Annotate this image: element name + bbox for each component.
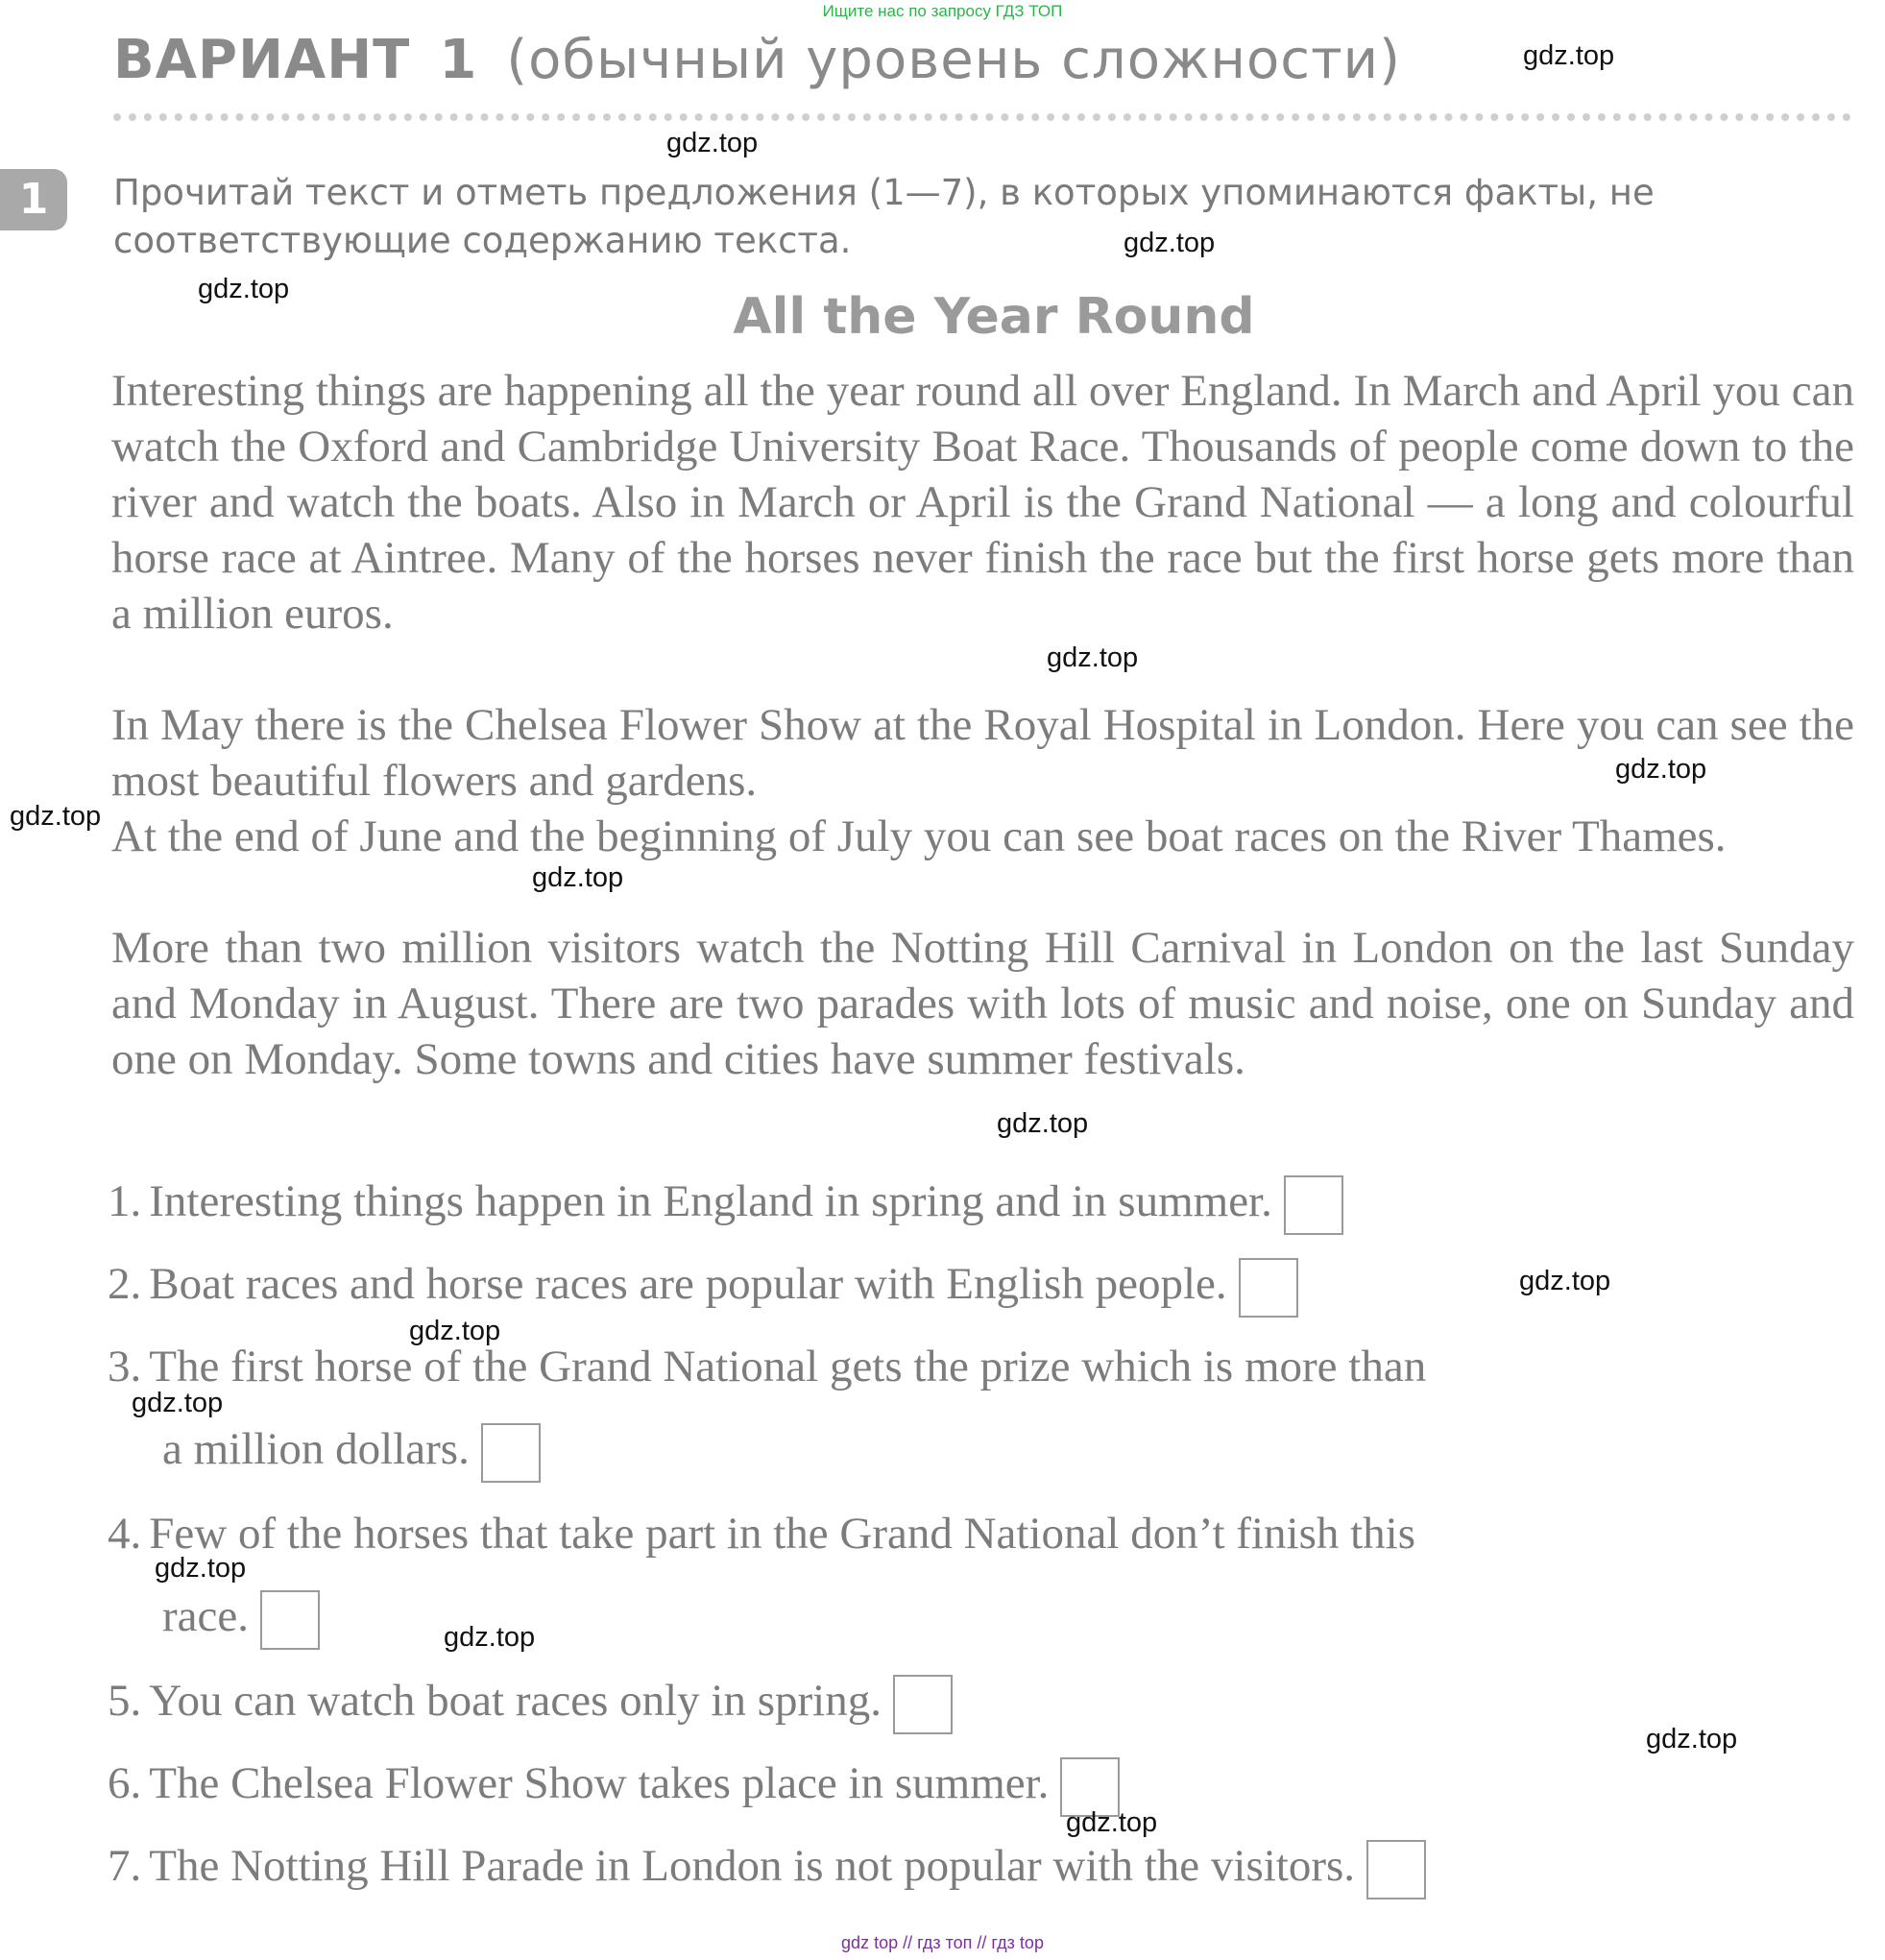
statement-number: 5. (108, 1676, 142, 1726)
statement-text: The Chelsea Flower Show takes place in summer. (149, 1758, 1050, 1808)
statement-text: The first horse of the Grand National gets the prize which is more than (149, 1342, 1427, 1391)
page-title (113, 29, 1401, 91)
variant-number: 1 (439, 29, 478, 91)
statement-number: 3. (108, 1342, 142, 1391)
statement-number: 4. (108, 1509, 142, 1559)
answer-checkbox[interactable] (1284, 1175, 1343, 1235)
difficulty-level: (обычный уровень сложности) (506, 29, 1401, 91)
watermark: gdz.top (444, 1622, 536, 1653)
dotted-divider (113, 113, 1851, 121)
watermark: gdz.top (666, 128, 759, 158)
watermark: gdz.top (1519, 1266, 1611, 1296)
statement-3 (108, 1325, 1850, 1490)
story-paragraph: More than two million visitors watch the Notting Hill Carnival in London on the last Sunday and Monday in August. There are two parades with lots of music and noise, one on Sunday and one on Monday. Some towns and cities have summer festivals. (111, 923, 1854, 1084)
watermark: gdz.top (1523, 40, 1615, 71)
answer-checkbox[interactable] (481, 1423, 541, 1483)
story-title: All the Year Round (733, 288, 1255, 346)
statement-continuation: a million dollars. (162, 1424, 470, 1474)
watermark: gdz.top (1124, 228, 1216, 258)
watermark: gdz.top (1066, 1807, 1158, 1838)
answer-checkbox[interactable] (260, 1590, 320, 1650)
statement-number: 6. (108, 1758, 142, 1808)
statement-text: The Notting Hill Parade in London is not popular with the visitors. (149, 1841, 1356, 1891)
statement-1 (108, 1160, 1850, 1243)
statement-text: You can watch boat races only in spring. (149, 1676, 882, 1726)
watermark: gdz.top (198, 274, 290, 304)
statement-text: Few of the horses that take part in the Grand National don’t finish this (149, 1509, 1416, 1559)
statement-continuation: race. (162, 1591, 249, 1641)
statement-5 (108, 1659, 1850, 1742)
statement-number: 1. (108, 1176, 142, 1226)
story-paragraph: In May there is the Chelsea Flower Show at the Royal Hospital in London. Here you can see the most beautiful flowers and gardens. (111, 700, 1854, 806)
statement-6 (108, 1742, 1850, 1825)
watermark: gdz.top (1615, 754, 1707, 785)
task-number-badge: 1 (0, 169, 67, 230)
statement-number: 2. (108, 1259, 142, 1309)
answer-checkbox[interactable] (1239, 1258, 1298, 1318)
task-instruction: Прочитай текст и отметь предложения (1—7), в которых упоминаются факты, не соответствующие содержанию текста. (113, 172, 1655, 261)
watermark: gdz.top (997, 1108, 1089, 1139)
story-paragraph: At the end of June and the beginning of July you can see boat races on the River Thames. (111, 811, 1727, 861)
top-banner: Ищите нас по запросу ГДЗ ТОП (822, 2, 1063, 20)
statement-text: Boat races and horse races are popular with English people. (149, 1259, 1227, 1309)
answer-checkbox[interactable] (1366, 1840, 1426, 1900)
watermark: gdz.top (155, 1553, 247, 1584)
watermark: gdz.top (1047, 642, 1139, 673)
watermark: gdz.top (409, 1316, 501, 1346)
statement-number: 7. (108, 1841, 142, 1891)
watermark: gdz.top (10, 801, 102, 832)
statement-7 (108, 1825, 1850, 1907)
statement-text: Interesting things happen in England in spring and in summer. (149, 1176, 1272, 1226)
statement-4 (108, 1492, 1850, 1658)
watermark: gdz.top (132, 1388, 224, 1418)
story-paragraph: Interesting things are happening all the year round all over England. In March and April you can watch the Oxford and Cambridge University Boat Race. Thousands of people come down to the river and watch the boats. Also in March or April is the Grand National — a long and colourful horse race at Aintree. Many of the horses never finish the race but the first horse gets more than a million euros. (111, 366, 1854, 639)
watermark: gdz.top (1646, 1724, 1738, 1754)
answer-checkbox[interactable] (893, 1675, 953, 1734)
variant-label: ВАРИАНТ (113, 29, 411, 91)
footer: gdz top // гдз топ // гдз top (841, 1933, 1044, 1952)
watermark: gdz.top (532, 862, 624, 893)
